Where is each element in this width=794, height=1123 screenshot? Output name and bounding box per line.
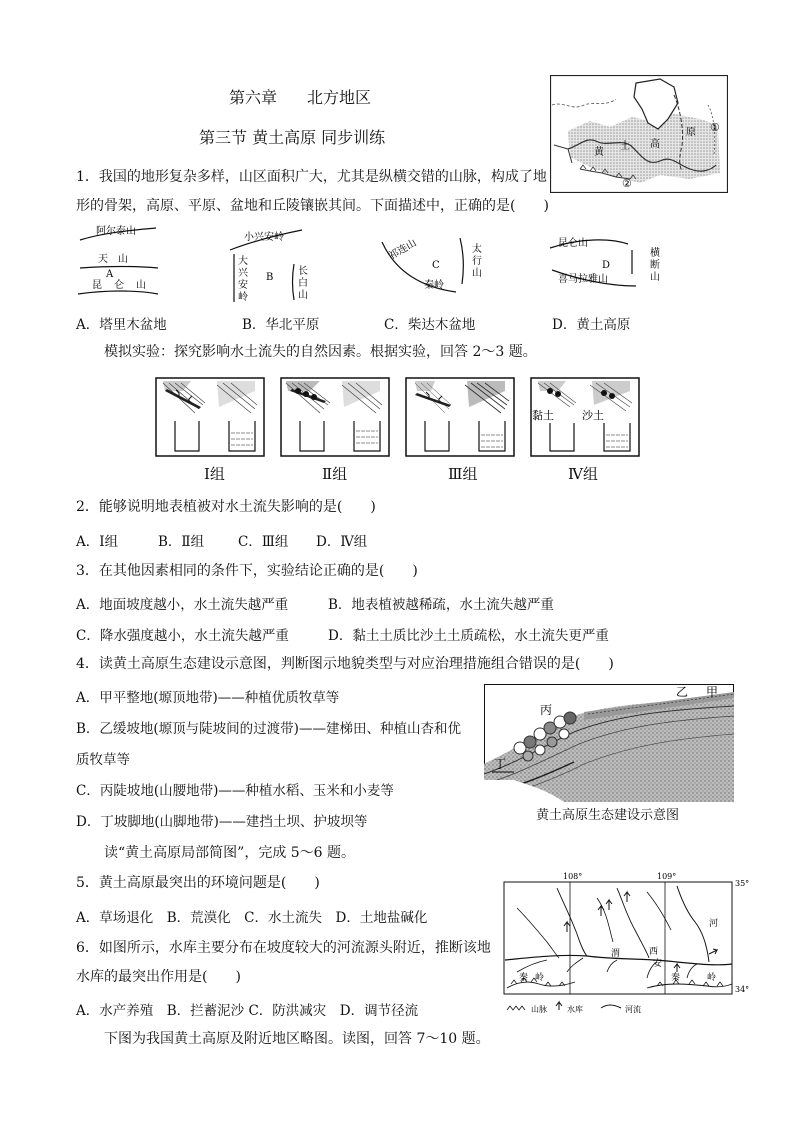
q1-diagram-b xyxy=(226,224,326,304)
diagram-letter-d: D xyxy=(602,260,611,271)
q6-stem-line2: 水库的最突出作用是( ) xyxy=(76,969,241,985)
q1-option-b[interactable]: B．华北平原 xyxy=(242,317,320,333)
map-label-xian-1: 西 xyxy=(649,947,659,957)
map-lon-109: 109° xyxy=(657,872,677,881)
chapter-title xyxy=(229,88,371,108)
q1-stem-line2: 形的骨架，高原、平原、盆地和丘陵镶嵌其间。下面描述中，正确的是( ) xyxy=(76,198,549,214)
diagram-label-yi: 乙 xyxy=(676,685,689,699)
experiment-group-3-figure xyxy=(405,377,515,457)
q1-diagram-a xyxy=(76,220,176,300)
legend-reservoir-label: 水库 xyxy=(567,1005,583,1014)
mountain-daxinganling-3: 安 xyxy=(238,280,248,291)
map-label-qinling-e2: 岭 xyxy=(707,973,717,983)
mountain-tianshan: 天 山 xyxy=(98,254,128,265)
q6-options[interactable]: A．水产养殖 B．拦蓄泥沙 C．防洪减灾 D．调节径流 xyxy=(76,1003,419,1019)
diagram-label-jia: 甲 xyxy=(706,685,719,699)
experiment-group-1-figure xyxy=(155,377,265,457)
map-lat-35: 35° xyxy=(735,879,750,888)
experiment-intro: 模拟实验：探究影响水土流失的自然因素。根据实验，回答 2～3 题。 xyxy=(104,344,537,360)
loess-ecology-diagram xyxy=(484,684,734,802)
q1-stem-line1: 1．我国的地形复杂多样，山区面积广大，尤其是纵横交错的山脉，构成了地 xyxy=(76,169,547,185)
map-label-wei: 渭 xyxy=(611,949,621,959)
chapter-number: 第六章 xyxy=(229,88,278,107)
mountain-daxinganling-1: 大 xyxy=(238,256,248,267)
q2-option-d[interactable]: D．Ⅳ组 xyxy=(316,534,368,550)
experiment-group-3-label: Ⅲ组 xyxy=(448,465,478,483)
map-label-gao: 高 xyxy=(650,139,660,150)
q3-option-b[interactable]: B．地表植被越稀疏，水土流失越严重 xyxy=(328,597,554,613)
mountain-changbai-3: 山 xyxy=(298,290,308,301)
map-label-qinling-w2: 岭 xyxy=(535,973,545,983)
mountain-taihang-2: 行 xyxy=(472,256,482,267)
q3-option-a[interactable]: A．地面坡度越小，水土流失越严重 xyxy=(76,597,289,613)
mountain-qinling: 秦岭 xyxy=(424,280,444,291)
experiment-group-2-label: Ⅱ组 xyxy=(322,465,348,483)
diagram-letter-c: C xyxy=(432,260,440,271)
chapter-region: 北方地区 xyxy=(307,88,372,107)
q4-option-c[interactable]: C．丙陡坡地(山腰地带)——种植水稻、玉米和小麦等 xyxy=(76,783,394,799)
q4-stem: 4．读黄土高原生态建设示意图，判断图示地貌类型与对应治理措施组合错误的是( ) xyxy=(76,656,614,672)
map-lon-108: 108° xyxy=(563,872,583,881)
mountain-altai: 阿尔泰山 xyxy=(96,226,136,237)
q1-option-c[interactable]: C．柴达木盆地 xyxy=(384,317,476,333)
legend-mountain-label: 山脉 xyxy=(531,1005,547,1014)
mountain-hengduan-1: 横 xyxy=(650,248,660,259)
q2-stem: 2．能够说明地表植被对水土流失影响的是( ) xyxy=(76,499,376,515)
q56-intro: 读“黄土高原局部简图”，完成 5～6 题。 xyxy=(104,845,356,861)
diagram-letter-a: A xyxy=(106,269,114,280)
map-label-qinling-w1: 秦 xyxy=(519,973,529,983)
q1-option-a[interactable]: A．塔里木盆地 xyxy=(76,317,167,333)
mountain-changbai-1: 长 xyxy=(298,266,308,277)
mountain-kunlun-1: 昆 xyxy=(92,280,102,291)
q2-option-b[interactable]: B．Ⅱ组 xyxy=(158,534,205,550)
mountain-hengduan-2: 断 xyxy=(650,260,660,271)
q3-option-c[interactable]: C．降水强度越小，水土流失越严重 xyxy=(76,628,289,644)
mountain-taihang-1: 太 xyxy=(472,244,482,255)
mountain-taihang-3: 山 xyxy=(472,268,482,279)
soil-sand-label: 沙土 xyxy=(582,409,604,422)
q4-option-b-cont: 质牧草等 xyxy=(76,752,130,768)
map-label-qinling-e1: 秦 xyxy=(671,973,681,983)
q4-option-d[interactable]: D．丁坡脚地(山脚地带)——建挡土坝、护坡坝等 xyxy=(76,814,368,830)
mountain-kunlun-d: 昆仑山 xyxy=(558,238,588,249)
q5-stem: 5．黄土高原最突出的环境问题是( ) xyxy=(76,875,320,891)
experiment-group-1-label: Ⅰ组 xyxy=(204,465,225,483)
q3-option-d[interactable]: D．黏土土质比沙土土质疏松，水土流失更严重 xyxy=(328,628,609,644)
loess-local-map xyxy=(497,868,752,1018)
mountain-changbai-2: 白 xyxy=(298,278,308,289)
soil-clay-label: 黏土 xyxy=(532,409,554,422)
mountain-hengduan-3: 山 xyxy=(650,272,660,283)
map-label-huang: 黄 xyxy=(594,147,604,158)
q6-stem-line1: 6．如图所示，水库主要分布在坡度较大的河流源头附近，推断该地 xyxy=(76,940,491,956)
q7-intro: 下图为我国黄土高原及附近地区略图。读图，回答 7～10 题。 xyxy=(104,1031,490,1047)
q1-diagram-c xyxy=(376,230,486,300)
map-lat-34: 34° xyxy=(735,985,750,994)
experiment-group-2-figure xyxy=(280,377,390,457)
section-title: 第三节 黄土高原 同步训练 xyxy=(199,128,386,147)
loess-plateau-map xyxy=(550,75,728,193)
q4-option-a[interactable]: A．甲平整地(塬顶地带)——种植优质牧草等 xyxy=(76,690,340,706)
mountain-daxinganling-2: 兴 xyxy=(238,268,248,279)
loess-plateau-map-svg xyxy=(550,75,728,193)
diagram-letter-b: B xyxy=(266,272,274,283)
mountain-kunlun-2: 仑 xyxy=(114,280,124,291)
map-marker-1: ① xyxy=(710,121,720,134)
q3-stem: 3．在其他因素相同的条件下，实验结论正确的是( ) xyxy=(76,563,418,579)
experiment-group-4-figure xyxy=(530,377,640,457)
q1-option-d[interactable]: D．黄土高原 xyxy=(552,317,631,333)
q1-diagram-d xyxy=(540,230,670,300)
mountain-qilian: 祁连山 xyxy=(387,237,419,263)
q5-options[interactable]: A．草场退化 B．荒漠化 C．水土流失 D．土地盐碱化 xyxy=(76,910,428,926)
experiment-group-4-label: Ⅳ组 xyxy=(568,465,598,483)
q4-option-b[interactable]: B．乙缓坡地(塬顶与陡坡间的过渡带)——建梯田、种植山杏和优 xyxy=(76,721,461,737)
diagram-label-bing: 丙 xyxy=(540,703,553,717)
mountain-xiaoxinganling: 小兴安岭 xyxy=(244,232,284,243)
loess-ecology-caption: 黄土高原生态建设示意图 xyxy=(536,808,680,823)
map-marker-2: ② xyxy=(622,177,632,190)
map-label-yuan: 原 xyxy=(686,127,696,138)
mountain-daxinganling-4: 岭 xyxy=(238,292,248,303)
q2-option-a[interactable]: A．Ⅰ组 xyxy=(76,534,119,550)
diagram-label-ding: 丁 xyxy=(494,757,507,771)
map-label-xian-2: 安 xyxy=(653,959,663,969)
q2-option-c[interactable]: C．Ⅲ组 xyxy=(238,534,289,550)
map-label-tu: 土 xyxy=(620,141,630,152)
mountain-himalaya: 喜马拉雅山 xyxy=(558,274,608,285)
legend-river-label: 河流 xyxy=(625,1005,641,1014)
mountain-kunlun-3: 山 xyxy=(136,280,146,291)
map-river-he: 河 xyxy=(709,919,719,929)
